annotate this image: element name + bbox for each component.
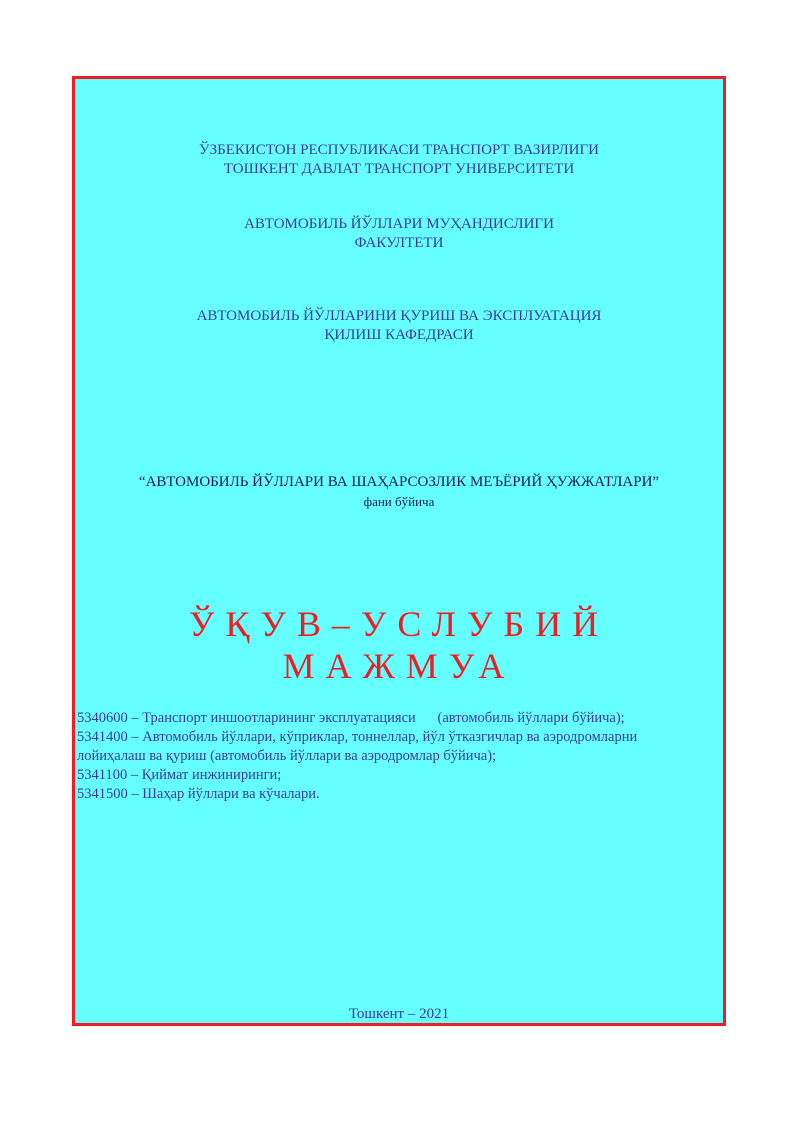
subject-title: “АВТОМОБИЛЬ ЙЎЛЛАРИ ВА ШАҲАРСОЗЛИК МЕЪЁРИЙ ҲУЖЖАТЛАРИ” bbox=[138, 474, 660, 490]
subject-heading bbox=[75, 473, 723, 511]
faculty-name-line2: ФАКУЛТЕТИ bbox=[354, 235, 444, 251]
specialty-item: 5340600 – Транспорт иншоотларининг эксплуатацияси (автомобиль йўллари бўйича); bbox=[77, 710, 625, 726]
university-name: ТОШКЕНТ ДАВЛАТ ТРАНСПОРТ УНИВЕРСИТЕТИ bbox=[223, 161, 575, 177]
document-title bbox=[75, 603, 723, 687]
ministry-heading bbox=[75, 141, 723, 179]
faculty-heading bbox=[75, 215, 723, 253]
specialty-item: 5341500 – Шаҳар йўллари ва кўчалари. bbox=[77, 786, 320, 802]
faculty-name-line1: АВТОМОБИЛЬ ЙЎЛЛАРИ МУҲАНДИСЛИГИ bbox=[244, 216, 554, 232]
place-year: Тошкент – 2021 bbox=[348, 1006, 450, 1022]
specialty-item: лойиҳалаш ва қуриш (автомобиль йўллари ва аэродромлар бўйича); bbox=[77, 748, 497, 764]
document-title-line1: ЎҚУВ–УСЛУБИЙ bbox=[188, 604, 610, 644]
subject-subtitle: фани бўйича bbox=[363, 494, 435, 509]
cover-page bbox=[72, 76, 726, 1026]
ministry-name: ЎЗБЕКИСТОН РЕСПУБЛИКАСИ ТРАНСПОРТ ВАЗИРЛИГИ bbox=[199, 142, 599, 158]
specialty-item: 5341400 – Автомобиль йўллари, кўприклар, тоннеллар, йўл ўтказгичлар ва аэродромларни bbox=[77, 729, 638, 745]
department-heading bbox=[75, 307, 723, 345]
department-name-line1: АВТОМОБИЛЬ ЙЎЛЛАРИНИ ҚУРИШ ВА ЭКСПЛУАТАЦИЯ bbox=[196, 308, 602, 324]
department-name-line2: ҚИЛИШ КАФЕДРАСИ bbox=[324, 327, 474, 343]
specialty-item: 5341100 – Қиймат инжиниринги; bbox=[77, 767, 282, 783]
document-title-line2: МАЖМУА bbox=[282, 646, 516, 686]
specialties-list bbox=[77, 709, 717, 804]
